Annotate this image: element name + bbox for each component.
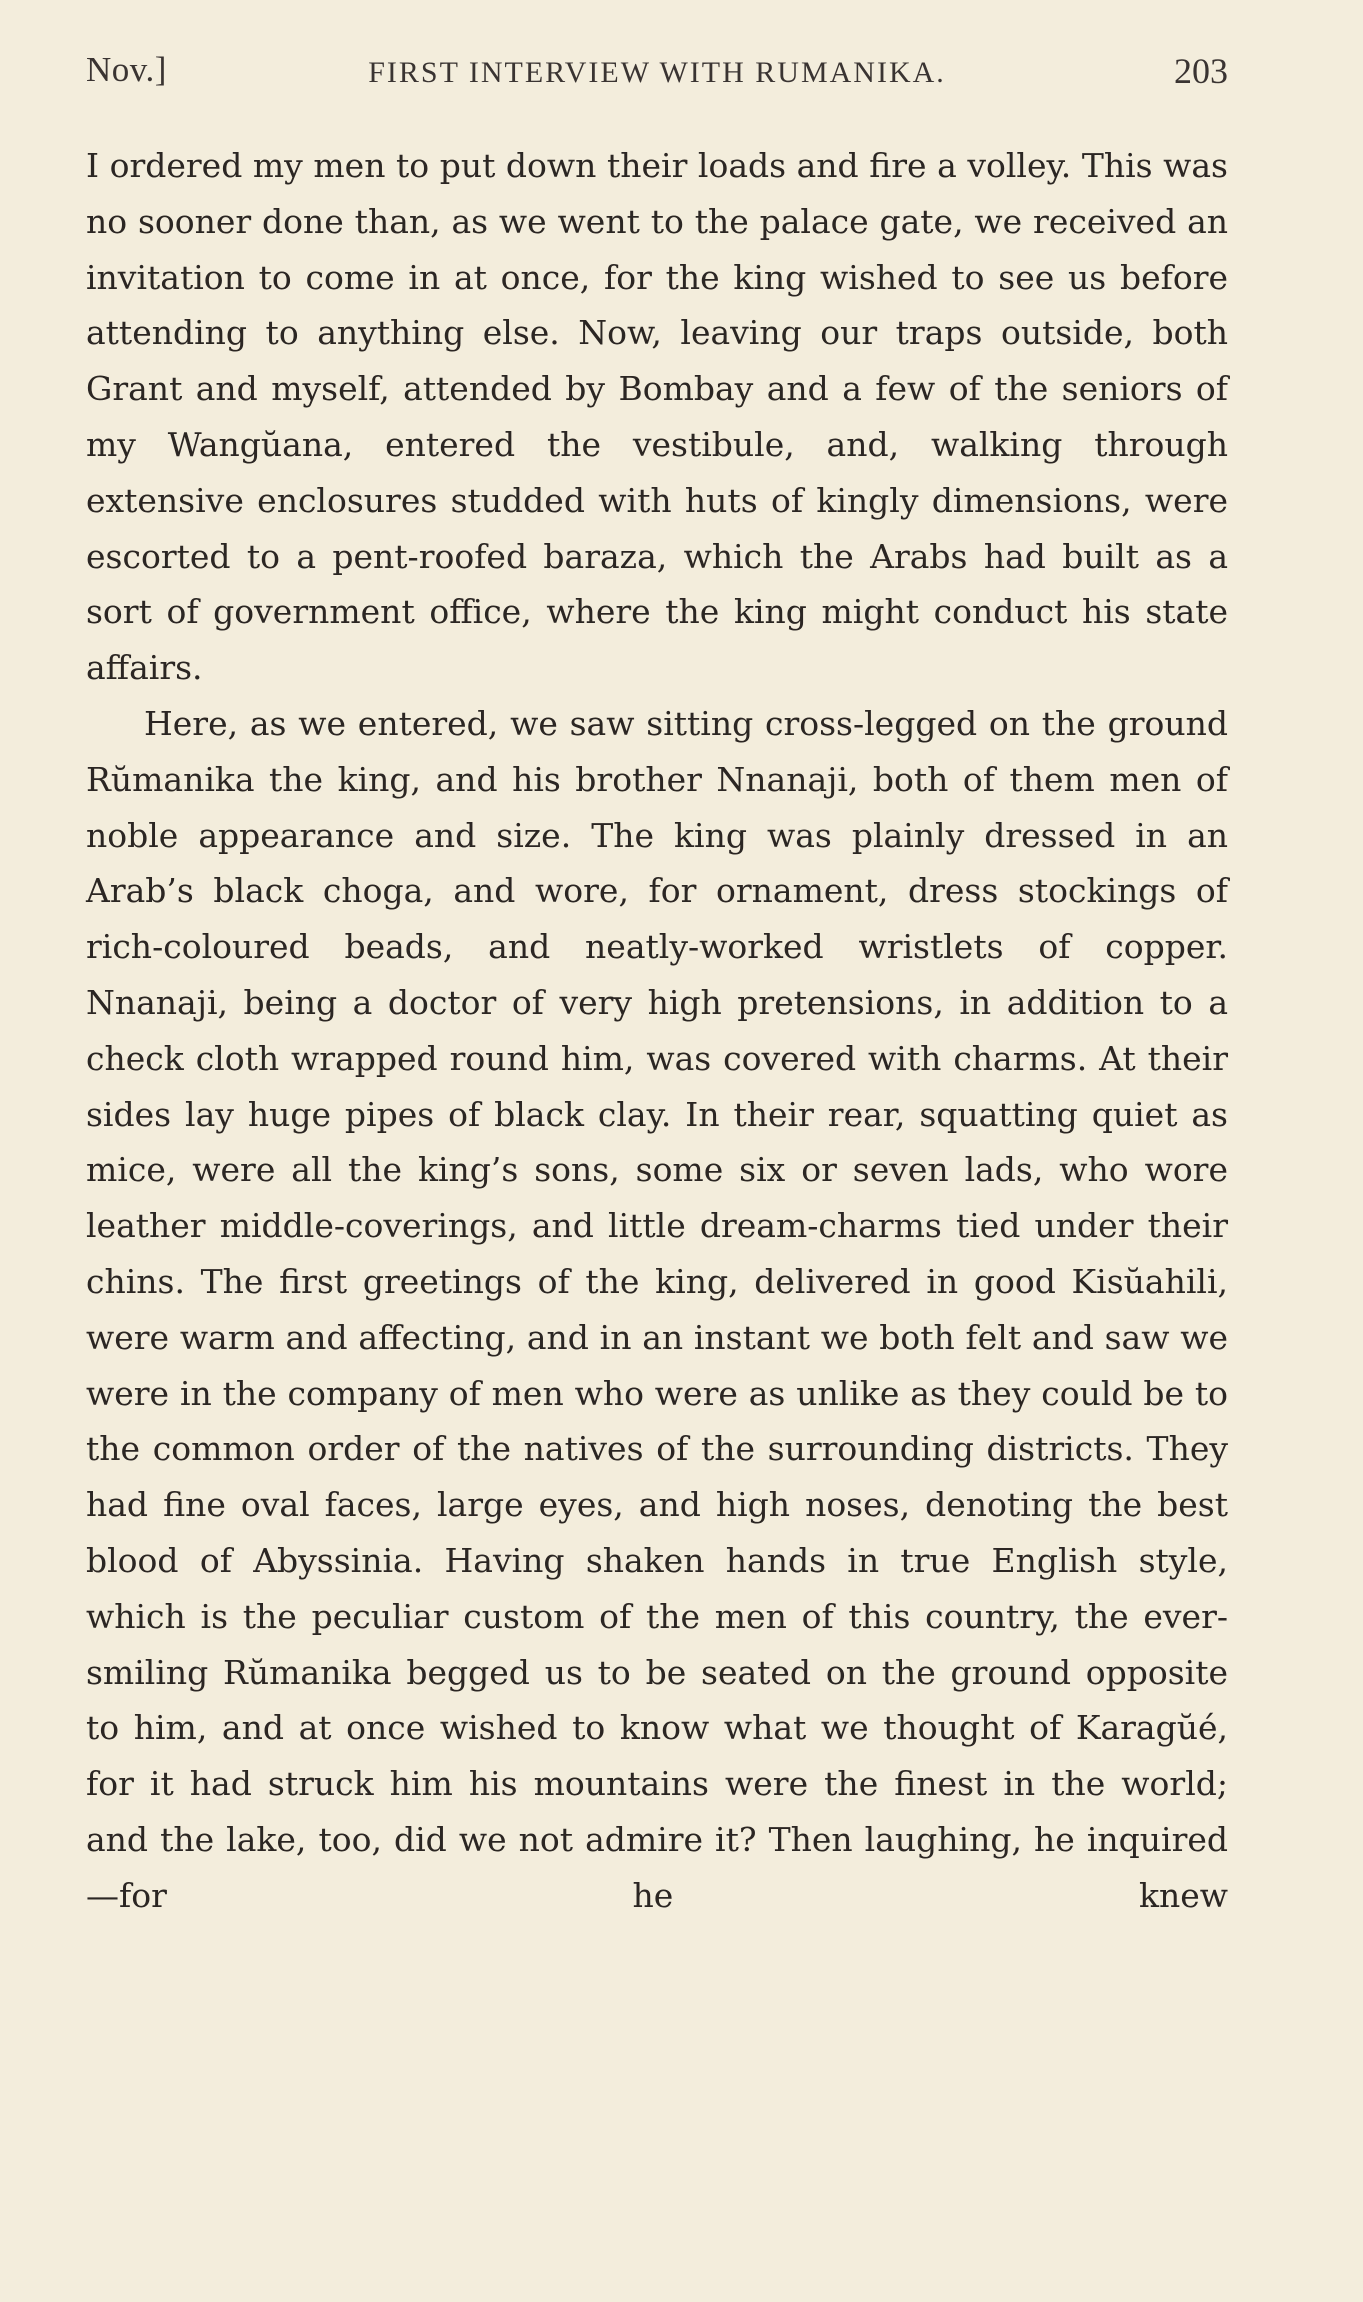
running-head-month: Nov.]	[86, 50, 167, 89]
paragraph-2: Here, as we entered, we saw sitting cross-legged on the ground Rŭmanika the king, and his brother Nnanaji, both of them men of noble appearance and size. The king was plainly dressed in an Arab’s black choga, and wore, for ornament, dress stockings of rich-coloured beads, and neatly-worked wristlets of copper. Nnanaji, being a doctor of very high pretensions, in addition to a check cloth wrapped round him, was covered with charms. At their sides lay huge pipes of black clay. In their rear, squatting quiet as mice, were all the king’s sons, some six or seven lads, who wore leather middle-coverings, and little dream-charms tied under their chins. The first greetings of the king, delivered in good Kisŭahili, were warm and affecting, and in an instant we both felt and saw we were in the company of men who were as unlike as they could be to the common order of the natives of the surrounding districts. They had fine oval faces, large eyes, and high noses, denoting the best blood of Abyssinia. Having shaken hands in true English style, which is the peculiar custom of the men of this country, the ever-smiling Rŭmanika begged us to be seated on the ground opposite to him, and at once wished to know what we thought of Karagŭé, for it had struck him his mountains were the finest in the world; and the lake, too, did we not admire it? Then laughing, he inquired—for he knew	[86, 703, 1228, 1915]
page-number: 203	[1174, 51, 1228, 91]
running-head	[86, 50, 1228, 100]
running-head-title: FIRST INTERVIEW WITH RUMANIKA.	[368, 56, 946, 89]
body-text	[86, 138, 1228, 1924]
paragraph-1: I ordered my men to put down their loads and fire a volley. This was no sooner done than, as we went to the palace gate, we received an invitation to come in at once, for the king wished to see us before attending to anything else. Now, leaving our traps outside, both Grant and myself, attended by Bombay and a few of the seniors of my Wangŭana, entered the vestibule, and, walking through extensive enclosures studded with huts of kingly dimensions, were escorted to a pent-roofed baraza, which the Arabs had built as a sort of government office, where the king might conduct his state affairs.	[86, 146, 1228, 688]
